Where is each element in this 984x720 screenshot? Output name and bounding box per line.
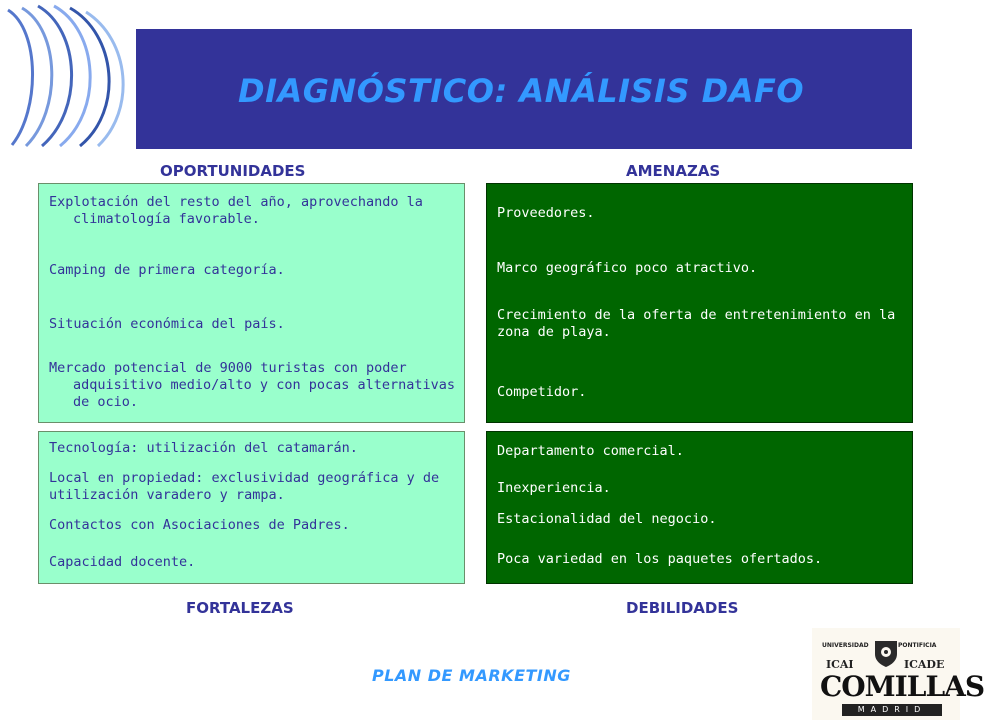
logo-pontificia: PONTIFICIA xyxy=(898,642,937,649)
weakness-item: Poca variedad en los paquetes ofertados. xyxy=(497,551,823,567)
weakness-item: Estacionalidad del negocio. xyxy=(497,511,717,527)
comillas-logo xyxy=(812,628,984,720)
label-amenazas: AMENAZAS xyxy=(626,162,721,180)
threat-item: Proveedores. xyxy=(497,205,595,221)
threats-box xyxy=(486,183,913,423)
label-oportunidades: OPORTUNIDADES xyxy=(160,162,306,180)
logo-icai: ICAI xyxy=(826,658,854,671)
logo-icade: ICADE xyxy=(904,658,945,671)
weakness-item: Departamento comercial. xyxy=(497,443,684,459)
slide-title: DIAGNÓSTICO: ANÁLISIS DAFO xyxy=(238,72,805,110)
strength-item: Contactos con Asociaciones de Padres. xyxy=(49,517,350,533)
logo-universidad: UNIVERSIDAD xyxy=(822,642,869,649)
weakness-item: Inexperiencia. xyxy=(497,480,611,496)
label-fortalezas: FORTALEZAS xyxy=(186,599,294,617)
crest-icon xyxy=(872,638,900,668)
threat-item: Crecimiento de la oferta de entretenimiento en la zona de playa. xyxy=(497,307,896,340)
label-debilidades: DEBILIDADES xyxy=(626,599,739,617)
strength-item: Tecnología: utilización del catamarán. xyxy=(49,440,358,456)
opportunity-item: Mercado potencial de 9000 turistas con poder adquisitivo medio/alto y con pocas alternativas de ocio. xyxy=(49,360,456,410)
strength-item: Capacidad docente. xyxy=(49,554,196,570)
corner-sail-logo xyxy=(0,0,140,150)
strengths-box xyxy=(38,431,465,584)
opportunity-item: Explotación del resto del año, aprovechando la climatología favorable. xyxy=(49,194,423,227)
opportunities-box xyxy=(38,183,465,423)
threat-item: Marco geográfico poco atractivo. xyxy=(497,260,758,276)
logo-city: MADRID xyxy=(842,704,942,716)
logo-name: COMILLAS xyxy=(820,670,984,703)
opportunity-item: Camping de primera categoría. xyxy=(49,262,285,278)
footer-text: PLAN DE MARKETING xyxy=(372,666,571,685)
weaknesses-box xyxy=(486,431,913,584)
opportunity-item: Situación económica del país. xyxy=(49,316,285,332)
strength-item: Local en propiedad: exclusividad geográfica y de utilización varadero y rampa. xyxy=(49,470,440,503)
threat-item: Competidor. xyxy=(497,384,587,400)
